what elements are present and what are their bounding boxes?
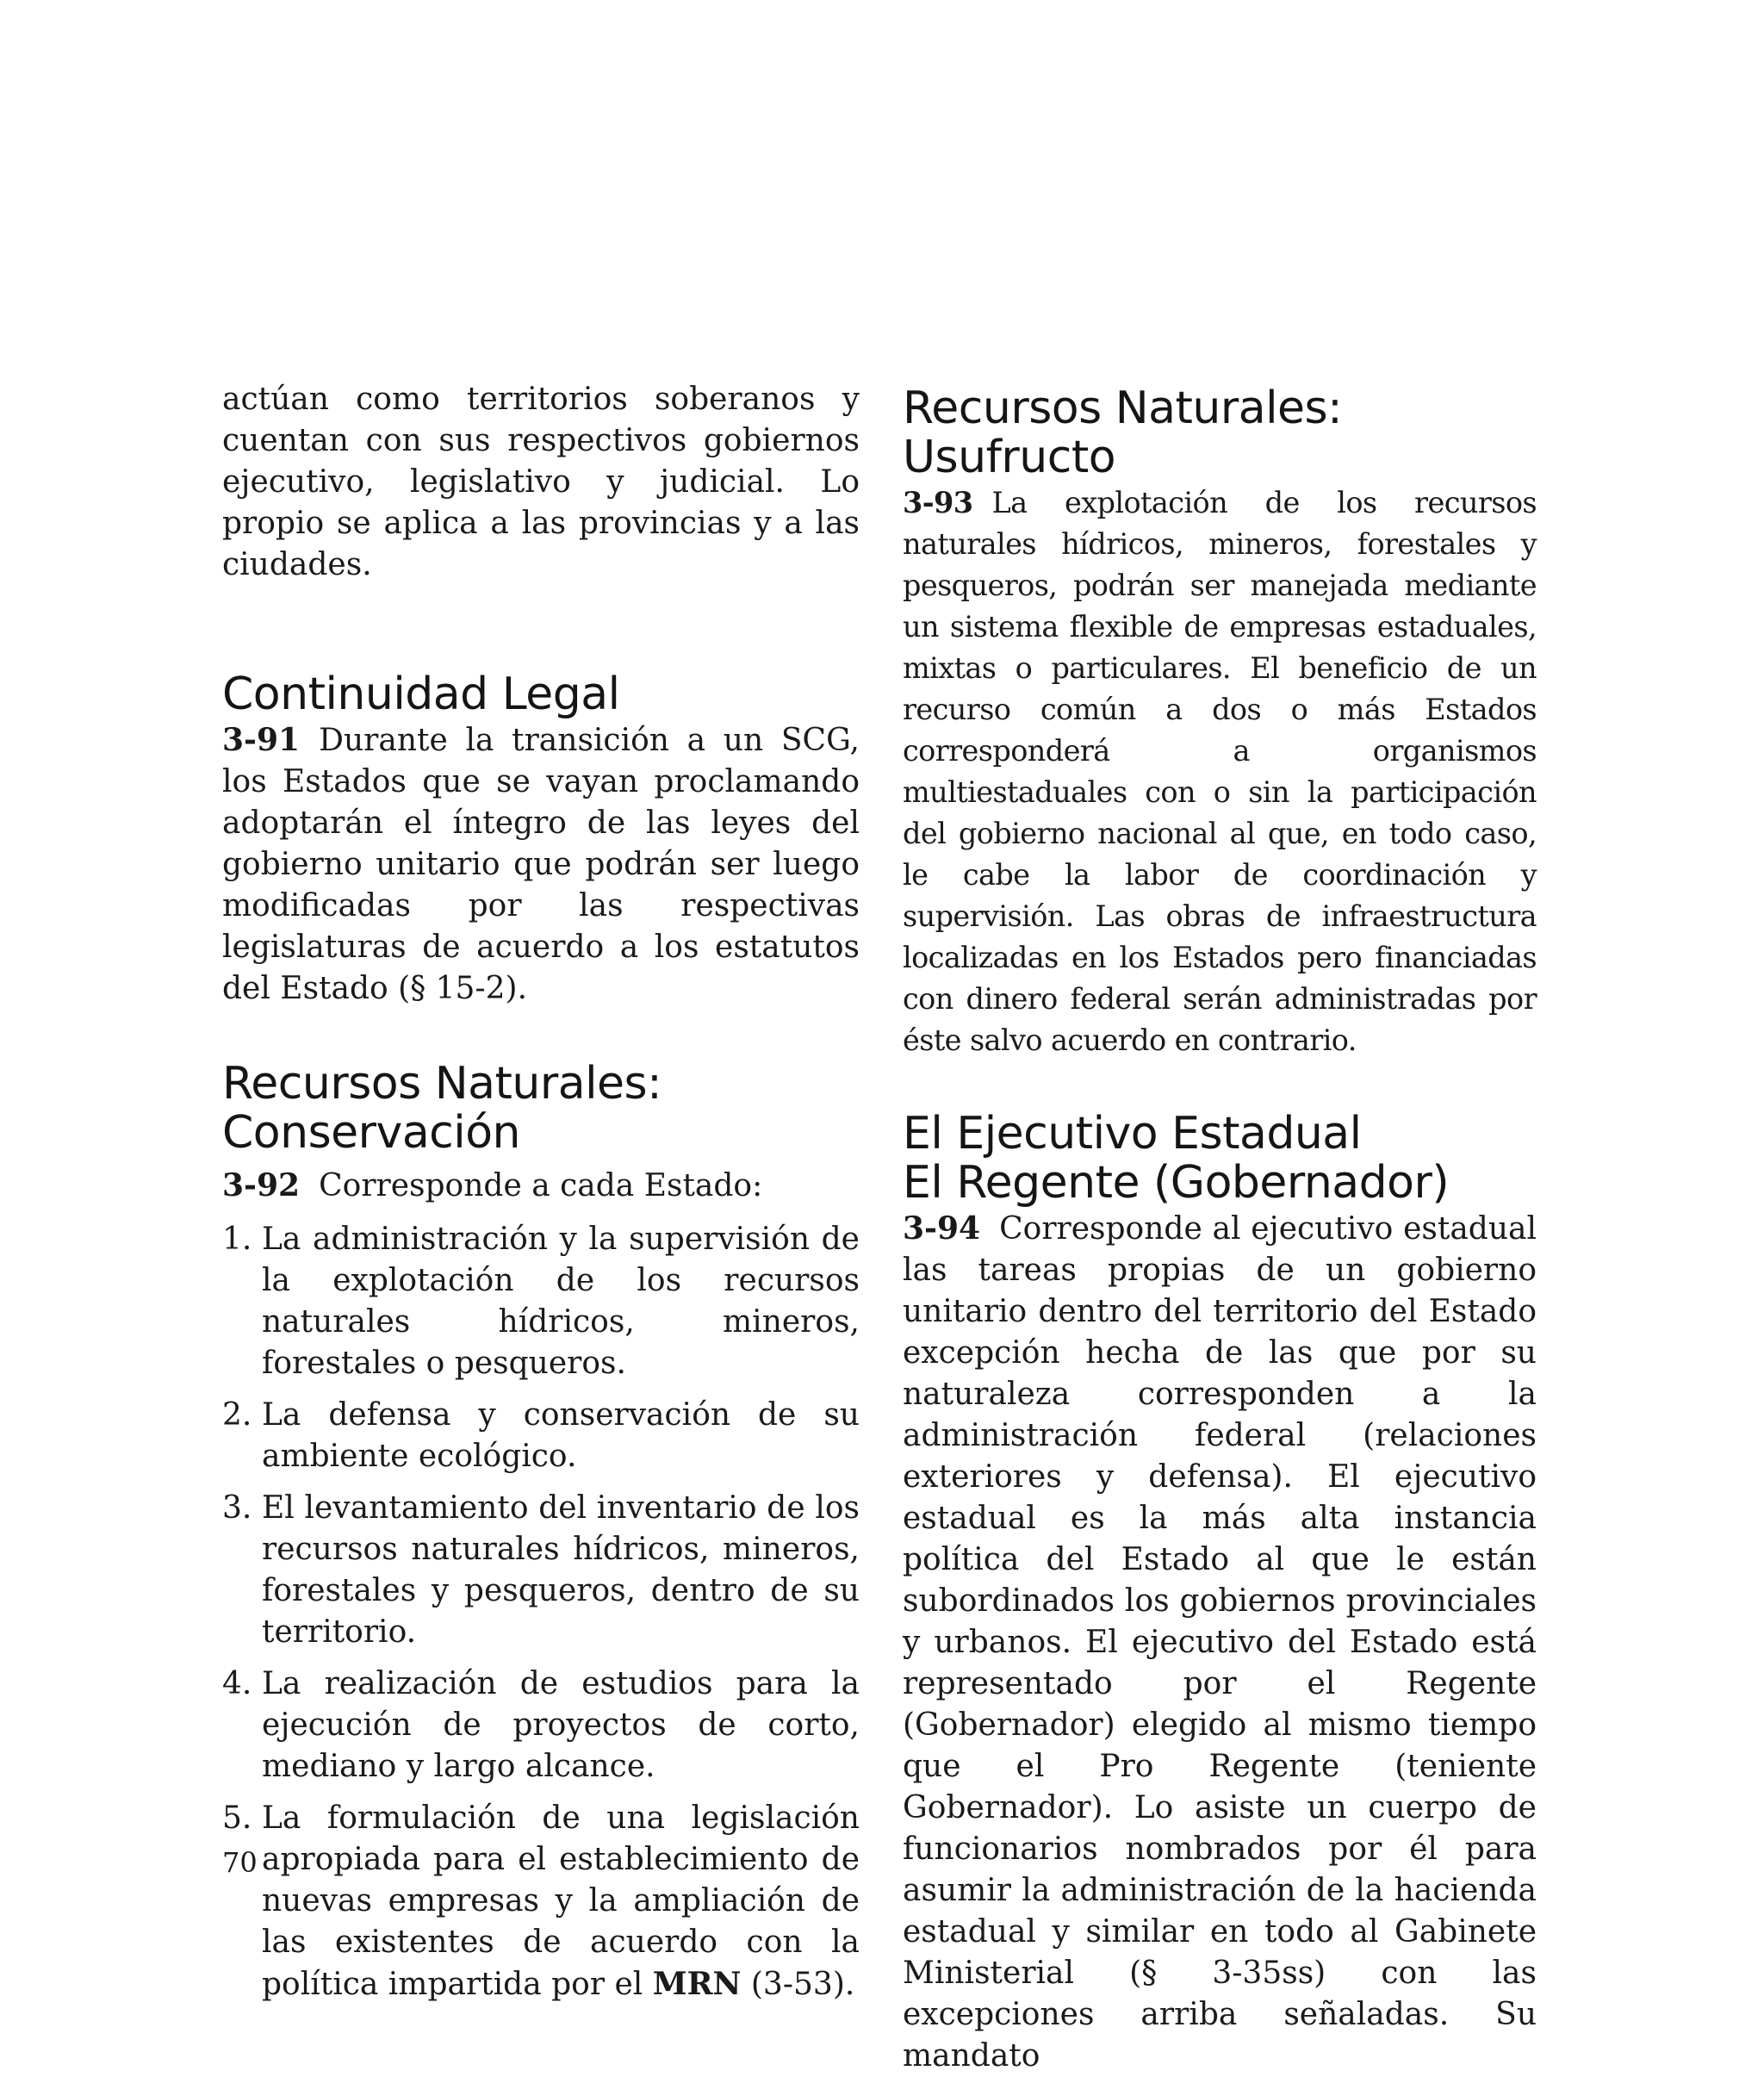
heading-continuidad-legal	[222, 670, 860, 719]
section-3-92	[222, 1165, 860, 1207]
list-item-text: La formulación de una legislación apropiada para el establecimiento de nuevas empresas y la ampliación de las existentes de acuerdo con la política impartida por el	[262, 1800, 860, 2002]
conservacion-list	[222, 1219, 860, 2005]
section-number: 3-94	[903, 1210, 981, 1247]
heading-line-1: Recursos Naturales:	[903, 382, 1343, 434]
heading-ejecutivo	[903, 1110, 1537, 1208]
list-item-text: La realización de estudios para la ejecución de proyectos de corto, mediano y largo alcance.	[262, 1666, 860, 1784]
list-item	[222, 1395, 860, 1477]
heading-line-1: Recursos Naturales:	[222, 1058, 662, 1110]
list-item-number: 1.	[222, 1222, 252, 1257]
list-item-number: 2.	[222, 1397, 252, 1433]
section-3-94	[903, 1208, 1537, 2077]
left-column	[222, 379, 860, 2016]
list-item	[222, 1488, 860, 1653]
heading-line-2: El Regente (Gobernador)	[903, 1157, 1450, 1209]
section-text: Durante la transición a un SCG, los Estados que se vayan proclamando adoptarán el íntegro de las leyes del gobierno unitario que podrán ser luego modificadas por las respectivas legislaturas de acuerdo a los estatutos del Estado (§ 15-2).	[222, 723, 860, 1006]
section-number: 3-91	[222, 722, 301, 758]
heading-line-1: El Ejecutivo Estadual	[903, 1108, 1362, 1160]
heading-continuidad-text: Continuidad Legal	[222, 668, 620, 720]
list-item	[222, 1219, 860, 1384]
section-text: Corresponde al ejecutivo estadual las tareas propias de un gobierno unitario dentro del territorio del Estado excepción hecha de las que por su naturaleza corresponden a la administración federal (relaciones exteriores y defensa). El ejecutivo estadual es la más alta instancia política del Estado al que le están subordinados los gobiernos provinciales y urbanos. El ejecutivo del Estado está representado por el Regente (Gobernador) elegido al mismo tiempo que el Pro Regente (teniente Gobernador). Lo asiste un cuerpo de funcionarios nombrados por él para asumir la administración de la hacienda estadual y similar en todo al Gabinete Ministerial (§ 3-35ss) con las excepciones arriba señaladas. Su mandato	[903, 1211, 1537, 2074]
section-number: 3-92	[222, 1167, 301, 1203]
list-item-text: La defensa y conservación de su ambiente ecológico.	[262, 1397, 860, 1474]
heading-conservacion	[222, 1060, 860, 1158]
right-column	[903, 384, 1537, 2077]
heading-usufructo	[903, 384, 1537, 482]
section-3-91	[222, 719, 860, 1010]
heading-line-2: Usufructo	[903, 432, 1116, 483]
list-item-number: 4.	[222, 1666, 252, 1701]
section-number: 3-93	[903, 486, 973, 519]
list-item	[222, 1663, 860, 1788]
list-item	[222, 1798, 860, 2005]
list-item-text: La administración y la supervisión de la explotación de los recursos naturales hídricos, mineros, forestales o pesqueros.	[262, 1222, 860, 1381]
section-text: Corresponde a cada Estado:	[319, 1168, 763, 1203]
list-item-text: El levantamiento del inventario de los recursos naturales hídricos, mineros, forestales y pesqueros, dentro de su territorio.	[262, 1490, 860, 1650]
section-3-93	[903, 482, 1537, 1061]
section-text: La explotación de los recursos naturales hídricos, mineros, forestales y pesqueros, podrán ser manejada mediante un sistema flexible de empresas estaduales, mixtas o particulares. El beneficio de un recurso común a dos o más Estados corresponderá a organismos multiestaduales con o sin la participación del gobierno nacional al que, en todo caso, le cabe la labor de coordinación y supervisión. Las obras de infraestructura localizadas en los Estados pero financiadas con dinero federal serán administradas por éste salvo acuerdo en contrario.	[903, 486, 1537, 1057]
mrn-abbreviation: MRN	[652, 1966, 742, 2002]
list-item-number: 5.	[222, 1800, 252, 1836]
heading-line-2: Conservación	[222, 1107, 520, 1159]
list-item-reference: (3-53).	[750, 1967, 855, 2002]
page-number: 70	[222, 1846, 258, 1879]
list-item-number: 3.	[222, 1490, 252, 1526]
intro-paragraph: actúan como territorios soberanos y cuentan con sus respectivos gobiernos ejecutivo, legislativo y judicial. Lo propio se aplica a las provincias y a las ciudades.	[222, 382, 860, 582]
